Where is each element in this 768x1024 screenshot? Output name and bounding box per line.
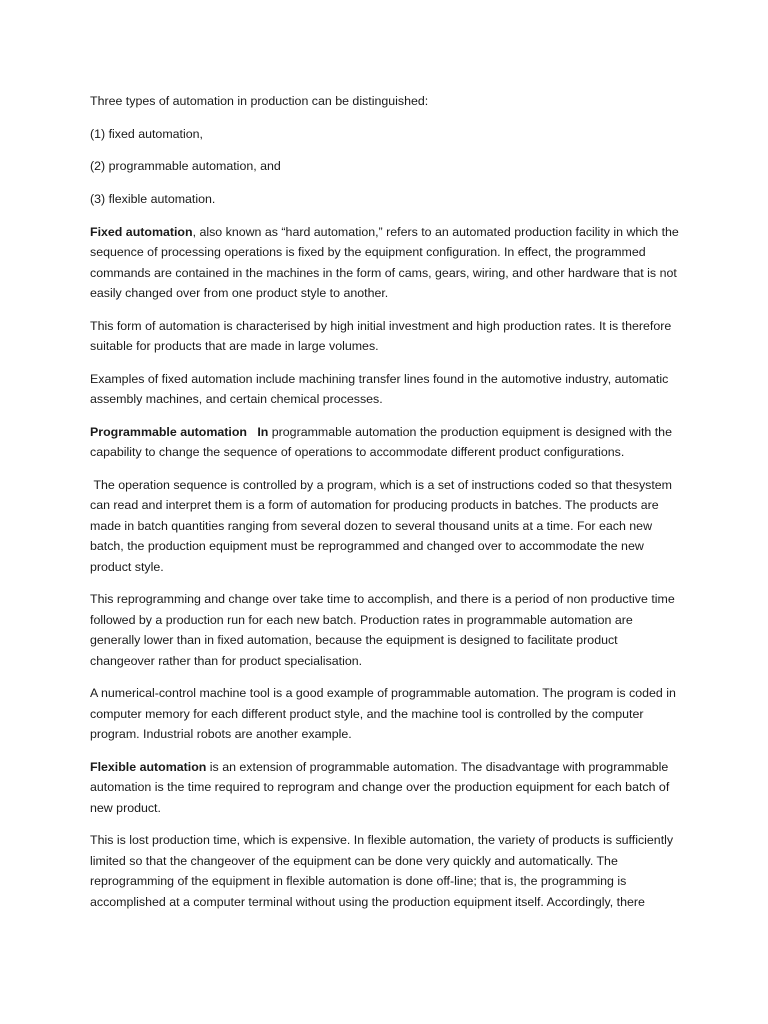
programmable-automation-heading: Programmable automation: [90, 424, 247, 439]
fixed-automation-examples: Examples of fixed automation include machining transfer lines found in the automotive industry, automatic assembly machines, and certain chemical processes.: [90, 371, 669, 407]
document-page: [90, 91, 680, 924]
list-item-flexible: (3) flexible automation.: [90, 192, 216, 207]
list-item-programmable: (2) programmable automation, and: [90, 159, 281, 174]
programmable-automation-paragraph: [90, 422, 680, 463]
flexible-automation-heading: Flexible automation: [90, 759, 207, 774]
flexible-automation-paragraph: [90, 757, 680, 818]
intro-paragraph: Three types of automation in production can be distinguished:: [90, 94, 429, 108]
programmable-example: A numerical-control machine tool is a good example of programmable automation. The program is coded in computer memory for each different product style, and the machine tool is controlled by the computer program. Industrial robots are another example.: [90, 686, 676, 742]
fixed-automation-characteristics: This form of automation is characterised by high initial investment and high production rates. It is therefore suitable for products that are made in large volumes.: [90, 318, 672, 354]
programmable-operation-sequence: The operation sequence is controlled by a program, which is a set of instructions coded so that thesystem can read and interpret them is a form of automation for producing products in batches. The products are made in batch quantities ranging from several dozen to several thousand units at a time. For each new batch, the production equipment must be reprogrammed and changed over to accommodate the new product style.: [90, 478, 676, 574]
list-item-fixed: (1) fixed automation,: [90, 126, 203, 141]
flexible-lost-time: This is lost production time, which is expensive. In flexible automation, the variety of products is sufficiently limited so that the changeover of the equipment can be done very quickly and automatically. The reprogramming of the equipment in flexible automation is done off-line; that is, the programming is accomplished at a computer terminal without using the production equipment itself. Accordingly, there: [90, 833, 674, 909]
fixed-automation-body: , also known as “hard automation,” refers to an automated production facility in which the sequence of processing operations is fixed by the equipment configuration. In effect, the programmed commands are contained in the machines in the form of cams, gears, wiring, and other hardware that is not easily changed over from one product style to another.: [90, 224, 679, 301]
flexible-automation-body: is an extension of programmable automation. The disadvantage with programmable automation is the time required to reprogram and change over the production equipment for each batch of new product.: [90, 759, 670, 815]
fixed-automation-heading: Fixed automation: [90, 224, 193, 239]
fixed-automation-paragraph: [90, 222, 680, 304]
programmable-reprogramming: This reprogramming and change over take time to accomplish, and there is a period of non productive time followed by a production run for each new batch. Production rates in programmable automation are generally lower than in fixed automation, because the equipment is designed to facilitate product changeover rather than for product specialisation.: [90, 592, 675, 668]
programmable-automation-lead: In: [257, 424, 269, 439]
programmable-automation-body: programmable automation the production equipment is designed with the capability to change the sequence of operations to accommodate different product configurations.: [90, 424, 672, 460]
